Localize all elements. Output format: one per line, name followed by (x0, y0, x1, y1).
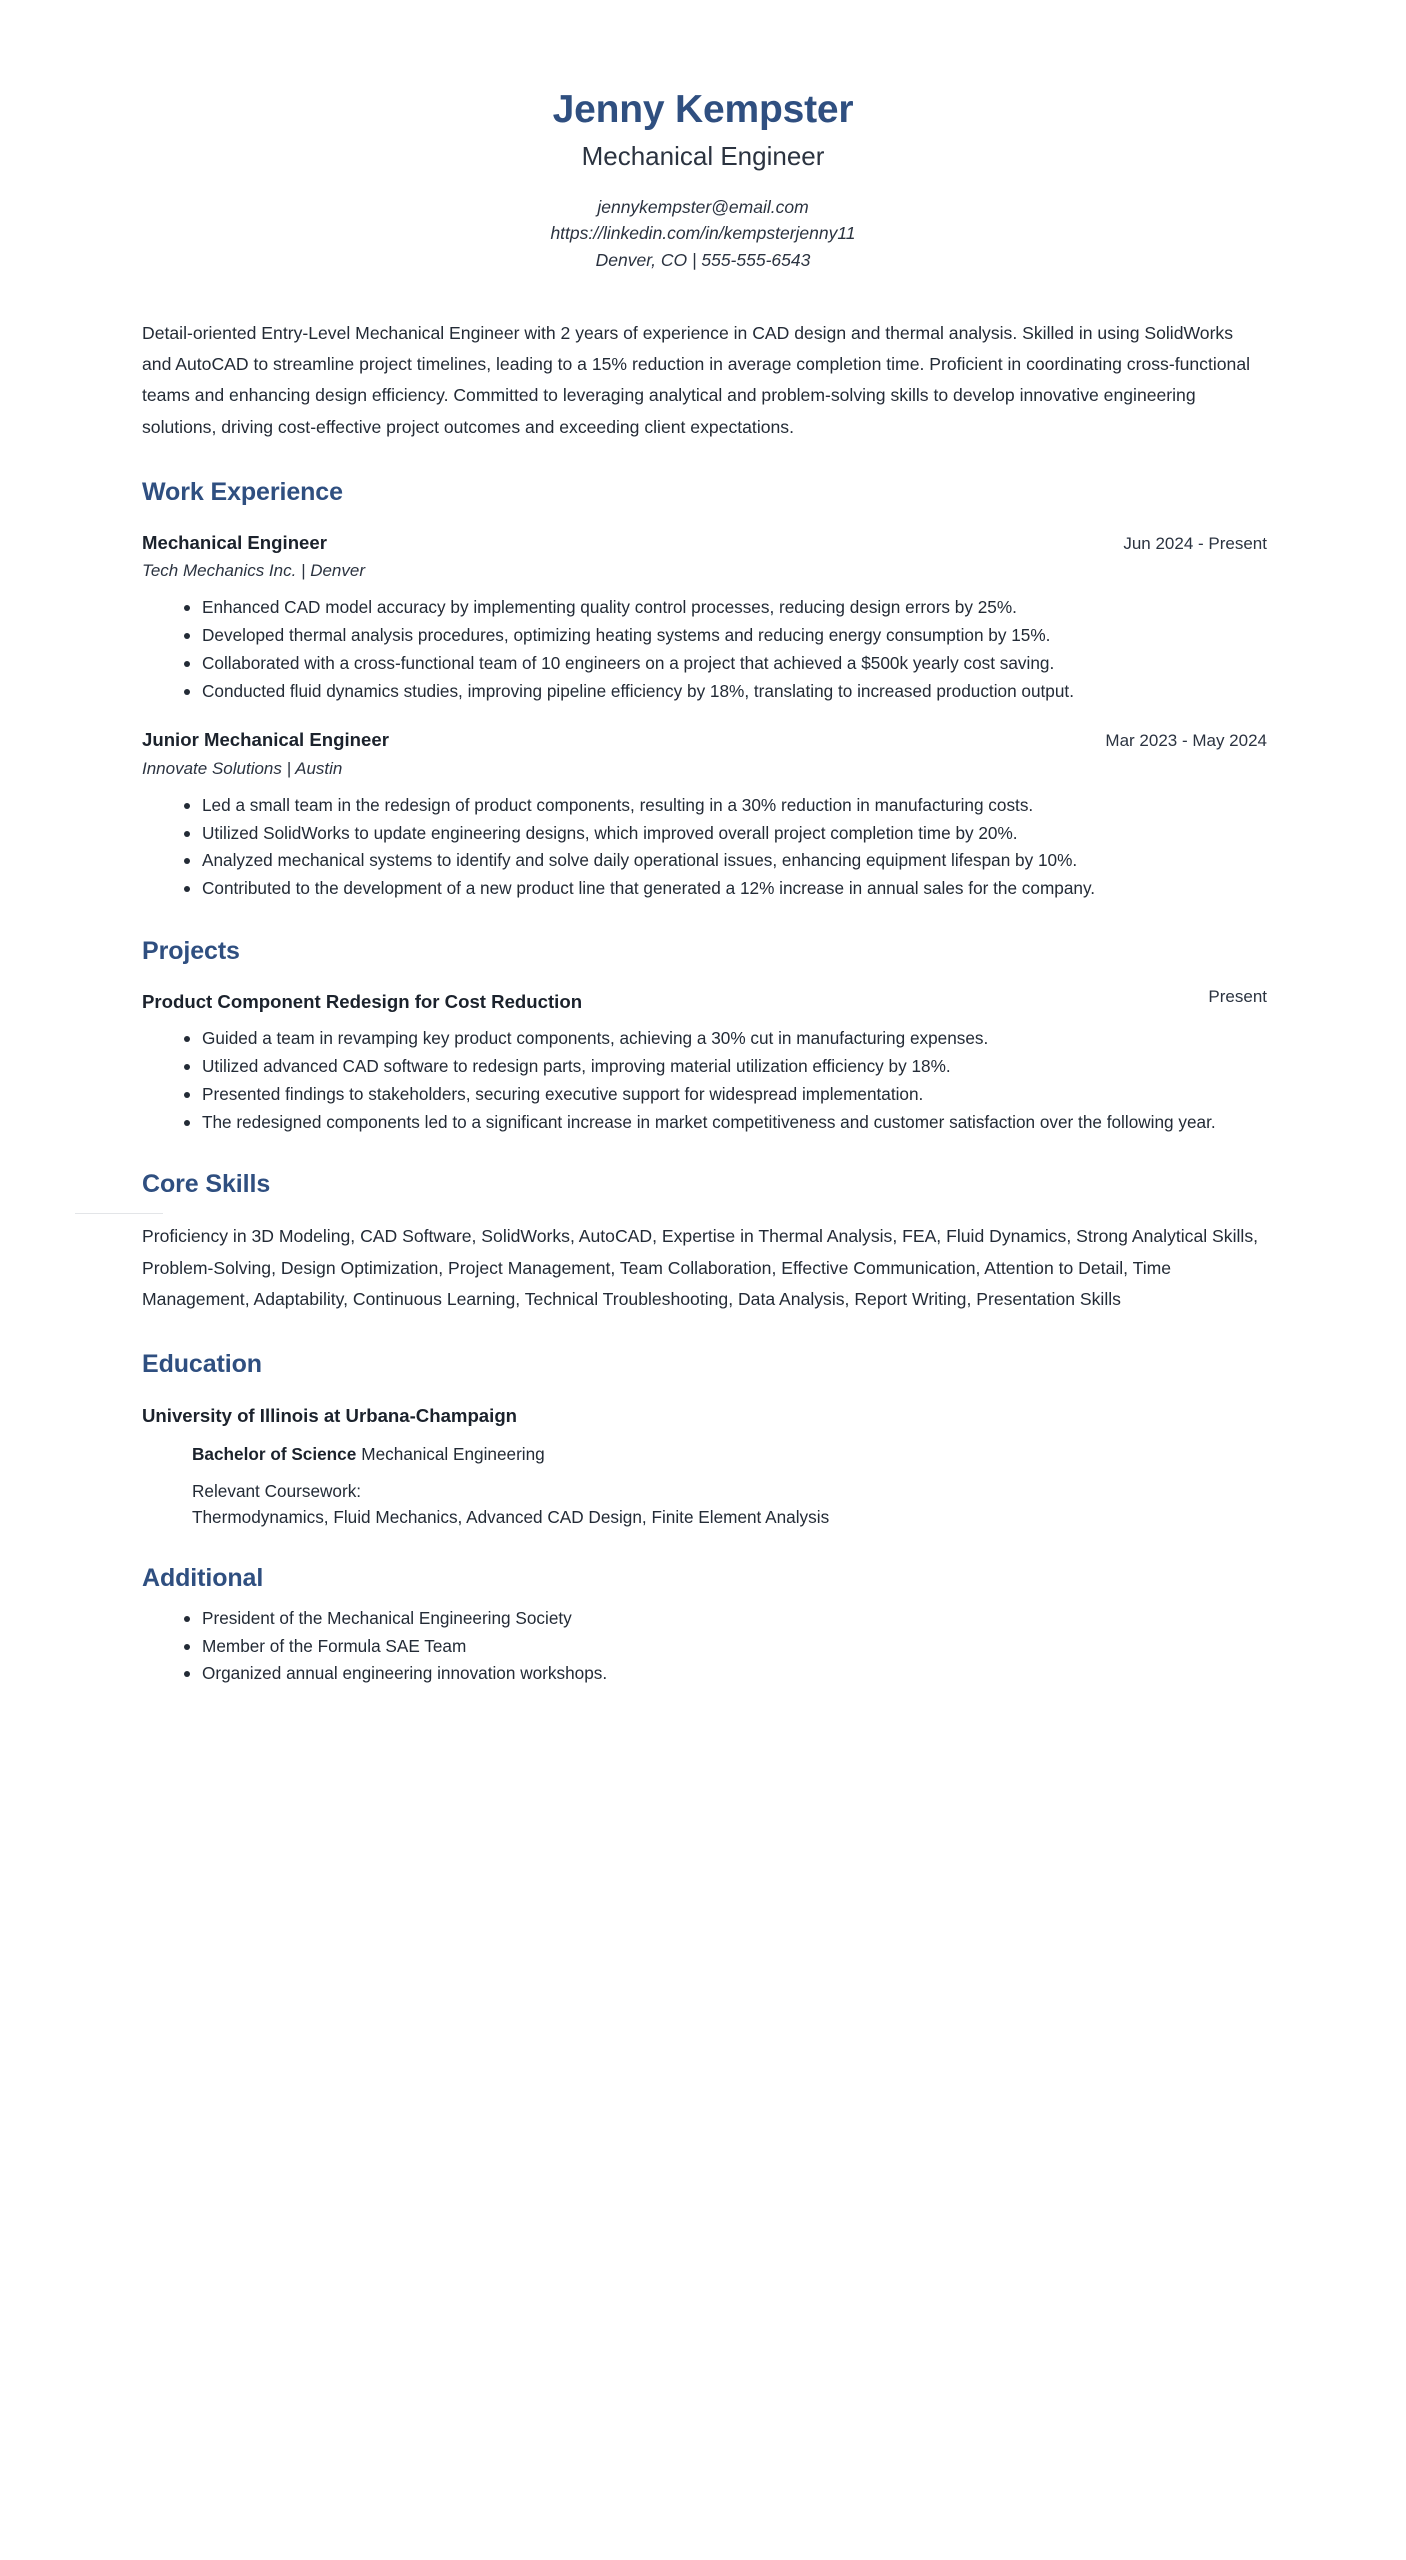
core-skills-text: Proficiency in 3D Modeling, CAD Software, SolidWorks, AutoCAD, Expertise in Thermal Analysis, FEA, Fluid Dynamics, Strong Analytical Skills, Problem-Solving, Design Optimization, Project Management, Team Collaboration, Effective Communication, Attention to Detail, Time Management, Adaptability, Continuous Learning, Technical Troubleshooting, Data Analysis, Report Writing, Presentation Skills (142, 1226, 1258, 1309)
education-coursework-list: Thermodynamics, Fluid Mechanics, Advanced CAD Design, Finite Element Analysis (192, 1506, 830, 1527)
section-title-projects: Projects (142, 936, 240, 965)
resume-body (0, 318, 1406, 1687)
contact-block (0, 194, 1406, 274)
resume-header (0, 0, 1406, 274)
bullet-item: Led a small team in the redesign of product components, resulting in a 30% reduction in manufacturing costs. (202, 793, 1267, 819)
bullet-item: Member of the Formula SAE Team (202, 1634, 1267, 1660)
bullet-item: Developed thermal analysis procedures, optimizing heating systems and reducing energy consumption by 15%. (202, 623, 1267, 649)
bullet-item: Organized annual engineering innovation workshops. (202, 1661, 1267, 1687)
bullet-item: Utilized advanced CAD software to redesign parts, improving material utilization efficiency by 18%. (202, 1054, 1267, 1080)
contact-location-phone: Denver, CO | 555-555-6543 (595, 250, 811, 271)
core-skills-wrapper (142, 1221, 1267, 1315)
section-title-core-skills: Core Skills (142, 1170, 271, 1199)
professional-summary: Detail-oriented Entry-Level Mechanical Engineer with 2 years of experience in CAD design and thermal analysis. Skilled in using SolidWorks and AutoCAD to streamline project timelines, leading to a 15% reduction in average completion time. Proficient in coordinating cross-functional teams and enhancing design efficiency. Committed to leveraging analytical and problem-solving skills to develop innovative engineering solutions, driving cost-effective project outcomes and exceeding client expectations. (142, 322, 1251, 437)
education-field: Mechanical Engineering (361, 1444, 545, 1465)
section-work-experience (142, 477, 1267, 902)
bullet-item: Guided a team in revamping key product components, achieving a 30% cut in manufacturing expenses. (202, 1026, 1267, 1052)
project-date: Present (1208, 986, 1267, 1006)
education-degree-line (192, 1442, 1267, 1466)
contact-linkedin[interactable]: https://linkedin.com/in/kempsterjenny11 (550, 223, 856, 244)
bullet-item: President of the Mechanical Engineering Society (202, 1606, 1267, 1632)
project-bullets (142, 1026, 1267, 1135)
bullet-item: Presented findings to stakeholders, securing executive support for widespread implementation. (202, 1082, 1267, 1108)
education-school: University of Illinois at Urbana-Champaign (142, 1405, 518, 1427)
education-coursework-label: Relevant Coursework: (192, 1480, 362, 1501)
candidate-name: Jenny Kempster (552, 88, 854, 131)
section-education (142, 1349, 1267, 1528)
candidate-job-title: Mechanical Engineer (581, 140, 825, 171)
bullet-item: Utilized SolidWorks to update engineering designs, which improved overall project completion time by 20%. (202, 821, 1267, 847)
education-detail (142, 1442, 1267, 1528)
section-additional (142, 1563, 1267, 1687)
work-entry (142, 531, 1267, 705)
project-entry-header (142, 986, 1267, 1013)
section-title-education: Education (142, 1350, 262, 1379)
bullet-item: The redesigned components led to a significant increase in market competitiveness and customer satisfaction over the following year. (202, 1110, 1267, 1136)
bullet-item: Analyzed mechanical systems to identify and solve daily operational issues, enhancing equipment lifespan by 10%. (202, 848, 1267, 874)
section-core-skills (142, 1169, 1267, 1315)
bullet-item: Conducted fluid dynamics studies, improving pipeline efficiency by 18%, translating to increased production output. (202, 679, 1267, 705)
section-title-work-experience: Work Experience (142, 477, 343, 506)
work-entry-bullets (142, 595, 1267, 704)
skills-divider-rule (75, 1213, 163, 1214)
work-entry-bullets (142, 793, 1267, 902)
work-entry-company-location: Tech Mechanics Inc. | Denver (142, 561, 366, 581)
work-entry-date: Jun 2024 - Present (1123, 533, 1267, 553)
work-entry (142, 728, 1267, 902)
section-projects (142, 936, 1267, 1135)
work-entry-role: Junior Mechanical Engineer (142, 729, 389, 751)
work-entry-company-location: Innovate Solutions | Austin (142, 758, 343, 778)
bullet-item: Contributed to the development of a new product line that generated a 12% increase in annual sales for the company. (202, 876, 1267, 902)
bullet-item: Collaborated with a cross-functional team of 10 engineers on a project that achieved a $500k yearly cost saving. (202, 651, 1267, 677)
bullet-item: Enhanced CAD model accuracy by implementing quality control processes, reducing design errors by 25%. (202, 595, 1267, 621)
project-title: Product Component Redesign for Cost Reduction (142, 990, 583, 1012)
contact-email[interactable]: jennykempster@email.com (597, 196, 809, 217)
work-entry-header (142, 728, 1267, 751)
project-entry (142, 986, 1267, 1135)
additional-bullets (142, 1606, 1267, 1687)
section-title-additional: Additional (142, 1563, 264, 1592)
education-degree: Bachelor of Science (192, 1444, 357, 1465)
work-entry-role: Mechanical Engineer (142, 531, 327, 553)
work-entry-date: Mar 2023 - May 2024 (1105, 731, 1267, 751)
work-entry-header (142, 531, 1267, 554)
